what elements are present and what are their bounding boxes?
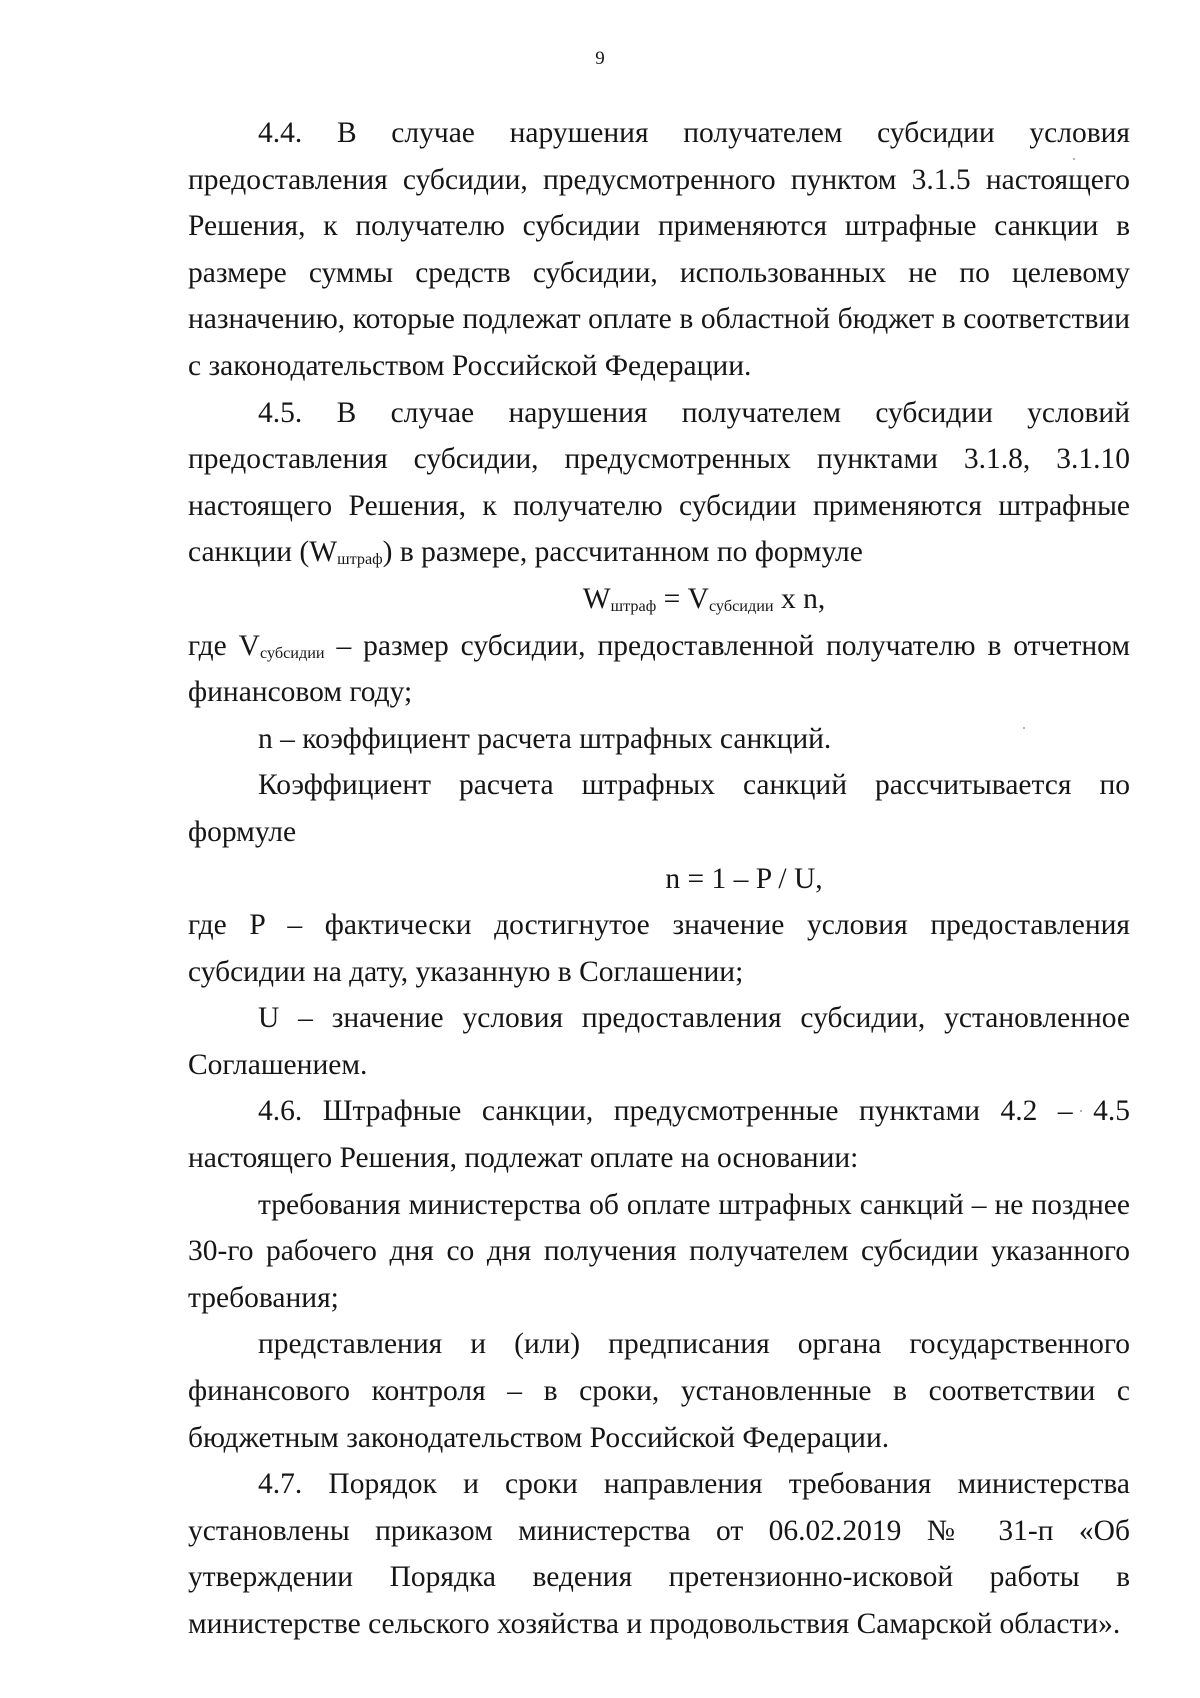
definition-n: n – коэффициент расчета штрафных санкций. [258,722,832,755]
penalty-formula: $W_{штраф} = V_{субсидии}$ x n, [582,582,826,616]
coefficient-intro: Коэффициент расчета штрафных санкций рассчитывается по формуле [188,769,1130,848]
coefficient-formula: n = 1 – P / U, [665,862,823,895]
page-number: 9 [595,48,605,69]
definition-p: где P – фактически достигнутое значение условия предоставления субсидии на дату, указанную в Соглашении; [188,909,1130,988]
paragraph-4-4: 4.4. В случае нарушения получателем субсидии условия предоставления субсидии, предусмотренного пунктом 3.1.5 настоящего Решения, к получателю субсидии применяются штрафные санкции в размере суммы средств субсидии, использованных не по целевому назначению, которые подлежат оплате в областной бюджет в соответствии с законодательством Российской Федерации. [188,117,1130,382]
paragraph-4-5: 4.5. В случае нарушения получателем субсидии условий предоставления субсидии, предусмотренных пунктами 3.1.8, 3.1.10 настоящего Решения, к получателю субсидии применяются штрафные санкции $(W_{штраф})$ в размере, рассчитанном по формуле [188,396,1130,569]
definition-u: U – значение условия предоставления субсидии, установленное Соглашением. [188,1002,1130,1081]
document-body [188,110,1130,1648]
paragraph-4-6-item-control: представления и (или) предписания органа государственного финансового контроля – в сроки, установленные в соответствии с бюджетным законодательством Российской Федерации. [188,1328,1130,1454]
paragraph-4-7: 4.7. Порядок и сроки направления требования министерства установлены приказом министерства от 06.02.2019 № 31-п «Об утверждении Порядка ведения претензионно-исковой работы в министерстве сельского хозяйства и продовольствия Самарской области». [188,1468,1130,1640]
paragraph-4-6: 4.6. Штрафные санкции, предусмотренные пунктами 4.2 – 4.5 настоящего Решения, подлежат оплате на основании: [188,1095,1130,1175]
paragraph-4-6-item-requirement: требования министерства об оплате штрафных санкций – не позднее 30-го рабочего дня со дня получения получателем субсидии указанного требования; [188,1188,1130,1314]
definition-v-subsidy: где $V_{субсидии}$ – размер субсидии, предоставленной получателю в отчетном финансовом году; [188,629,1130,709]
